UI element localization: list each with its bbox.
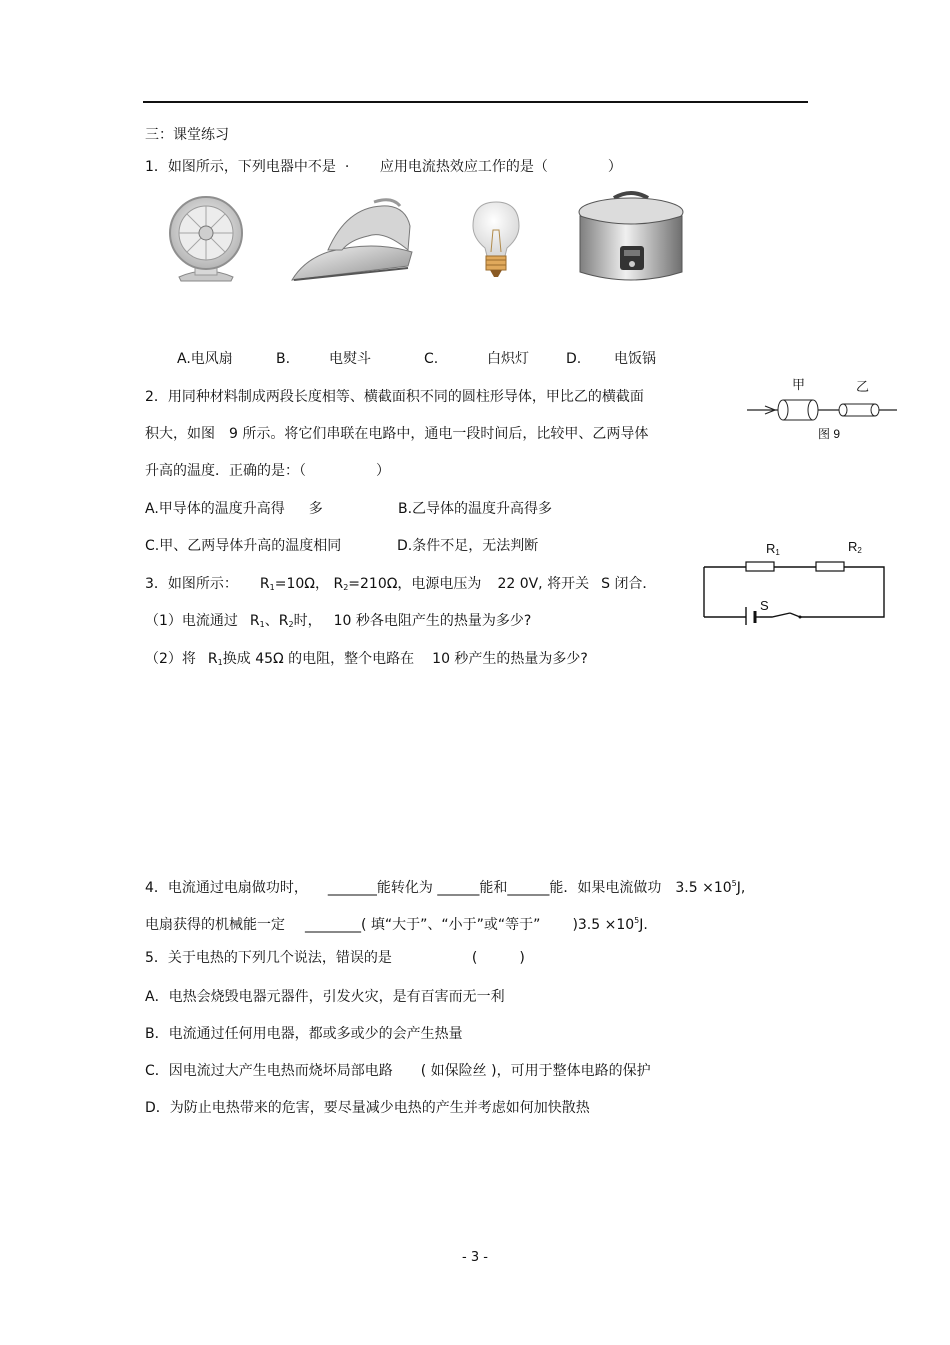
blank-1: _______ <box>327 880 377 896</box>
q1-option-d-letter: D. <box>566 351 582 367</box>
emphasis-dots: · <box>335 159 350 175</box>
q2-option-a: A.甲导体的温度升高得 多 <box>145 501 323 517</box>
page-number: - 3 - <box>462 1250 488 1265</box>
q4-line-2: 电扇获得的机械能一定 ________( 填“大于”、“小于”或“等于” )$3.5 \times 10^5J$. <box>145 916 648 933</box>
light-bulb-icon <box>467 200 525 280</box>
figure-label-jia: 甲 <box>792 377 806 392</box>
q2-option-d: D.条件不足，无法判断 <box>397 538 539 554</box>
header-rule <box>143 101 808 103</box>
q1-option-a: A.电风扇 <box>177 351 233 367</box>
circuit-label-r1: $R_1$ <box>766 541 780 557</box>
q5-option-c: C．因电流过大产生电热而烧坏局部电路 ( 如保险丝 )，可用于整体电路的保护 <box>145 1063 651 1079</box>
rice-cooker-icon <box>572 188 690 286</box>
circuit-label-r2: $R_2$ <box>848 539 862 555</box>
q1-option-b-letter: B. <box>276 351 291 367</box>
section-title: 三：课堂练习 <box>145 127 229 143</box>
electric-fan-icon <box>165 193 247 283</box>
q5-option-d: D．为防止电热带来的危害，要尽量减少电热的产生并考虑如何加快散热 <box>145 1100 590 1116</box>
q4-line-1: 4．电流通过电扇做功时， _______能转化为 ______能和______能．如果电流做功 $3.5 \times 10^5J$, <box>145 879 746 896</box>
blank-2: ______ <box>437 880 480 896</box>
q1-stem <box>145 158 622 176</box>
q5-option-a: A．电热会烧毁电器元器件，引发火灾，是有百害而无一利 <box>145 989 505 1005</box>
q1-stem-part-b: 应用电流热效应工作的是（ <box>379 159 548 175</box>
electric-iron-icon <box>288 192 416 284</box>
q3-stem: 3．如图所示： $R_1=10\Omega$， $R_2=210\Omega$，电源电压为 22 0V, 将开关 S 闭合． <box>145 576 657 592</box>
q1-option-c-text: 白炽灯 <box>487 351 529 367</box>
q3-sub-question-2: （2）将 $R_1$换成 45Ω 的电阻，整个电路在 10 秒产生的热量为多少? <box>145 651 588 667</box>
q5-option-b: B．电流通过任何用电器，都或多或少的会产生热量 <box>145 1026 463 1042</box>
q1-option-b-text: 电熨斗 <box>329 351 371 367</box>
q1-stem-part-c: ） <box>607 159 622 175</box>
q1-option-c-letter: C. <box>424 351 439 367</box>
q2-option-b: B.乙导体的温度升高得多 <box>398 501 553 517</box>
q2-line-3: 升高的温度．正确的是：（ ） <box>145 463 390 479</box>
q2-line-1: 2．用同种材料制成两段长度相等、横截面积不同的圆柱形导体，甲比乙的横截面 <box>145 389 644 405</box>
q5-stem: 5．关于电热的下列几个说法，错误的是 ( ) <box>145 950 525 966</box>
q3-sub-question-1: （1）电流通过 $R_1$、$R_2$时， 10 秒各电阻产生的热量为多少? <box>145 613 532 629</box>
figure-label-yi: 乙 <box>856 379 870 394</box>
circuit-diagram <box>700 555 890 625</box>
circuit-label-switch: S <box>760 598 769 613</box>
q2-option-c: C.甲、乙两导体升高的温度相同 <box>145 538 342 554</box>
q1-stem-part-a: 1．如图所示，下列电器中不是 <box>145 159 336 175</box>
blank-3: ______ <box>507 880 550 896</box>
q2-line-2: 积大，如图 9 所示。将它们串联在电路中，通电一段时间后，比较甲、乙两导体 <box>145 426 649 442</box>
figure-9-caption: 图 9 <box>818 427 841 441</box>
blank-4: ________ <box>305 917 361 933</box>
q1-option-d-text: 电饭锅 <box>614 351 656 367</box>
